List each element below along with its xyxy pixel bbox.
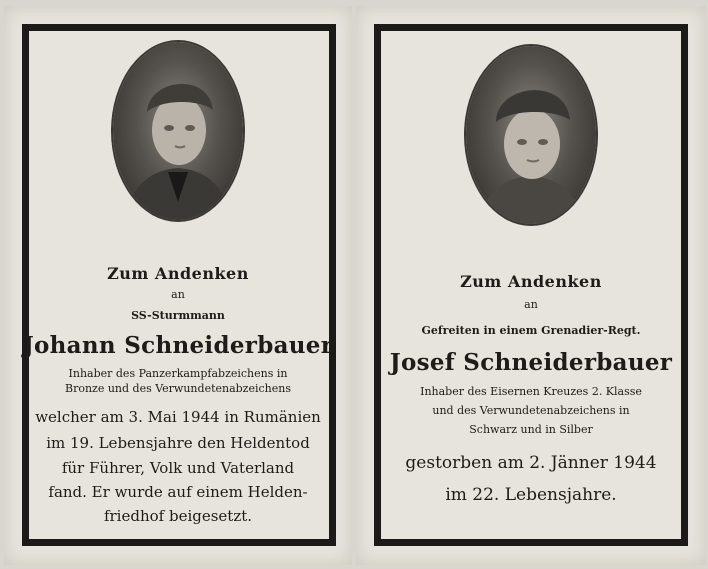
text-line: im 19. Lebensjahre den Heldentod — [46, 434, 310, 452]
text-line: im 22. Lebensjahre. — [445, 485, 617, 505]
award-line: Schwarz und in Silber — [469, 423, 593, 436]
memorial-card-right — [356, 6, 706, 565]
memorial-card-left — [4, 6, 352, 565]
heading: Zum Andenken — [107, 264, 249, 283]
award-line: Bronze und des Verwundetenabzeichens — [64, 382, 291, 395]
rank: SS-Sturmmann — [131, 309, 225, 322]
award-line: Inhaber des Panzerkampfabzeichens in — [68, 367, 288, 380]
an-label: an — [171, 288, 185, 301]
portrait-photo — [466, 46, 596, 224]
heading: Zum Andenken — [460, 272, 602, 291]
an-label: an — [524, 298, 538, 311]
deceased-name: Josef Schneiderbauer — [389, 349, 673, 376]
portrait-photo — [113, 42, 243, 220]
text-line: welcher am 3. Mai 1944 in Rumänien — [35, 408, 321, 426]
award-line: Inhaber des Eisernen Kreuzes 2. Klasse — [420, 385, 642, 398]
text-line: fand. Er wurde auf einem Helden- — [48, 483, 308, 501]
text-line: für Führer, Volk und Vaterland — [61, 459, 295, 477]
award-line: und des Verwundetenabzeichens in — [432, 404, 630, 417]
rank: Gefreiten in einem Grenadier-Regt. — [421, 324, 641, 337]
text-line: gestorben am 2. Jänner 1944 — [405, 453, 657, 473]
deceased-name: Johann Schneiderbauer — [22, 332, 334, 359]
text-line: friedhof beigesetzt. — [103, 507, 253, 525]
